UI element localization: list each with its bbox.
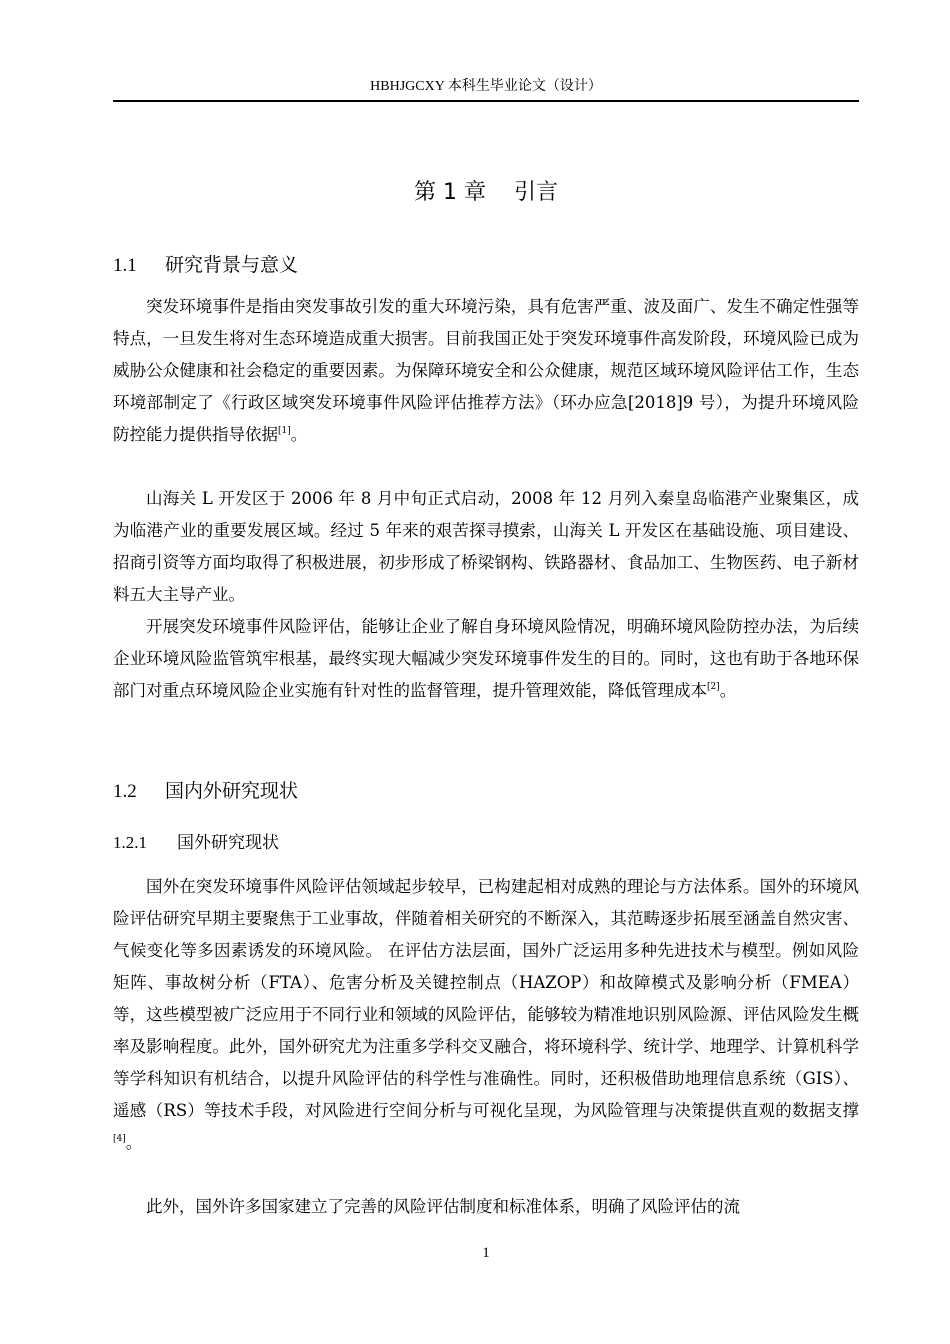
chapter-number: 第 1 章 (414, 180, 486, 205)
subsection-number: 1.2.1 (113, 833, 147, 852)
paragraph-background-1 (113, 291, 859, 451)
paragraph-text: 此外，国外许多国家建立了完善的风险评估制度和标准体系，明确了风险评估的流 (146, 1197, 740, 1216)
running-header: HBHJGCXY 本科生毕业论文（设计） (370, 79, 602, 94)
section-title: 研究背景与意义 (165, 254, 299, 276)
paragraph-background-3 (113, 611, 859, 707)
paragraph-foreign-research-2 (113, 1191, 859, 1223)
paragraph-text: 开展突发环境事件风险评估，能够让企业了解自身环境风险情况，明确环境风险防控办法，为后续企业环境风险监管筑牢根基，最终实现大幅减少突发环境事件发生的目的。同时，这也有助于各地环保部门对重点环境风险企业实施有针对性的监督管理，提升管理效能，降低管理成本 (113, 617, 859, 700)
paragraph-text: 突发环境事件是指由突发事故引发的重大环境污染，具有危害严重、波及面广、发生不确定性强等特点，一旦发生将对生态环境造成重大损害。目前我国正处于突发环境事件高发阶段，环境风险已成为威胁公众健康和社会稳定的重要因素。为保障环境安全和公众健康，规范区域环境风险评估工作，生态环境部制定了《行政区域突发环境事件风险评估推荐方法》（环办应急[2018]9 号），为提升环境风险防控能力提供指导依据 (113, 297, 859, 444)
page-number: 1 (482, 1245, 490, 1261)
section-heading-1-2 (113, 776, 859, 807)
section-number: 1.1 (113, 255, 137, 276)
paragraph-background-2 (113, 483, 859, 611)
paragraph-text: 国外在突发环境事件风险评估领域起步较早，已构建起相对成熟的理论与方法体系。国外的环境风险评估研究早期主要聚焦于工业事故，伴随着相关研究的不断深入，其范畴逐步拓展至涵盖自然灾害、气候变化等多因素诱发的环境风险。 在评估方法层面，国外广泛运用多种先进技术与模型。例如风险矩阵、事故树分析（FTA）、危害分析及关键控制点（HAZOP）和故障模式及影响分析（FMEA）等，这些模型被广泛应用于不同行业和领域的风险评估，能够较为精准地识别风险源、评估风险发生概率及影响程度。此外，国外研究尤为注重多学科交叉融合，将环境科学、统计学、地理学、计算机科学等学科知识有机结合，以提升风险评估的科学性与准确性。同时，还积极借助地理信息系统（GIS）、遥感（RS）等技术手段，对风险进行空间分析与可视化呈现，为风险管理与决策提供直观的数据支撑 (113, 877, 859, 1120)
subsection-title: 国外研究现状 (177, 833, 279, 853)
header-rule (113, 100, 859, 102)
section-heading-1-1 (113, 250, 859, 281)
paragraph-end: 。 (125, 1133, 143, 1152)
citation-ref: [1] (278, 426, 291, 436)
chapter-title (113, 176, 859, 210)
subsection-heading-1-2-1 (113, 829, 859, 857)
paragraph-text: 山海关 L 开发区于 2006 年 8 月中旬正式启动，2008 年 12 月列入秦皇岛临港产业聚集区，成为临港产业的重要发展区域。经过 5 年来的艰苦探寻摸索，山海关 L 开发区在基础设施、项目建设、招商引资等方面均取得了积极进展，初步形成了桥梁钢构、铁路器材、食品加工、生物医药、电子新材料五大主导产业。 (113, 489, 859, 604)
paragraph-foreign-research-1 (113, 871, 859, 1159)
chapter-name: 引言 (513, 180, 558, 205)
paragraph-end: 。 (290, 425, 308, 444)
citation-ref: [4] (113, 1134, 126, 1144)
section-title: 国内外研究现状 (165, 780, 299, 802)
citation-ref: [2] (707, 682, 720, 692)
section-number: 1.2 (113, 781, 137, 802)
paragraph-end: 。 (719, 681, 737, 700)
